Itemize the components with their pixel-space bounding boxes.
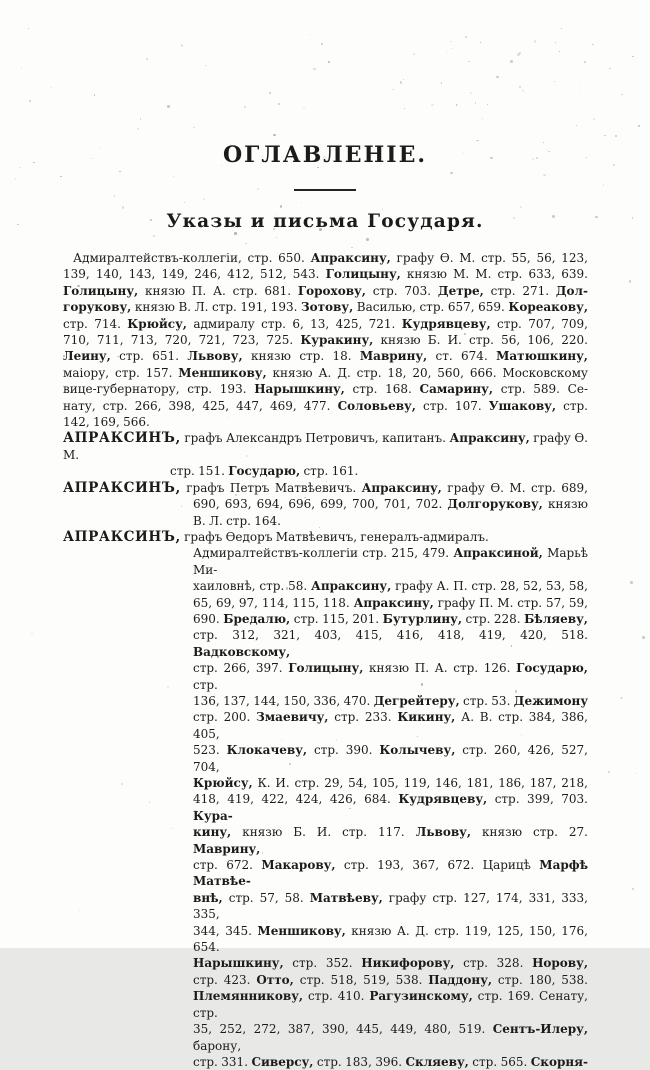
bold-name-segment: Племянникову, xyxy=(193,989,304,1004)
bold-name-segment: Детре, xyxy=(437,283,484,298)
text-segment: 523. xyxy=(193,743,227,758)
text-segment: В. Л. стр. 164. xyxy=(193,513,281,528)
bold-name-segment: Львову, xyxy=(415,825,472,840)
noise-speck xyxy=(173,176,175,177)
text-line xyxy=(193,1054,588,1070)
text-segment: стр. 589. Се- xyxy=(493,382,588,397)
bold-name-segment: Апраксину, xyxy=(353,595,434,610)
text-segment: Адмиралтействъ-коллегіи, стр. 650. xyxy=(73,251,311,265)
bold-name-segment: Апраксину, xyxy=(361,480,442,495)
text-line xyxy=(193,709,588,742)
text-line xyxy=(193,988,588,1021)
noise-speck xyxy=(520,206,522,208)
text-segment: 35, 252, 272, 387, 390, 445, 449, 480, 519. xyxy=(193,1022,493,1037)
bold-name-segment: Марфѣ Матвѣе- xyxy=(193,858,589,889)
text-line xyxy=(193,1021,588,1054)
noise-speck xyxy=(280,205,283,208)
bold-name-segment: Бутурлину, xyxy=(382,611,463,626)
text-segment: графъ Петръ Матвѣевичъ. xyxy=(180,480,362,495)
noise-speck xyxy=(60,176,62,178)
text-segment: стр. 399, 703. xyxy=(487,792,588,807)
bold-name-segment: Апраксиной, xyxy=(453,546,543,561)
text-segment: графу А. П. стр. 28, 52, 53, 58, xyxy=(391,579,588,594)
bold-name-segment: Долгорукову, xyxy=(447,497,543,512)
noise-speck xyxy=(301,202,302,203)
text-segment: хаиловнѣ, стр. 58. xyxy=(193,579,312,594)
bold-name-segment: Маврину, xyxy=(359,349,428,364)
entry-apraksin-petr xyxy=(63,480,588,529)
text-segment: стр. 180, 538. xyxy=(492,972,588,987)
bold-name-segment: Меншикову, xyxy=(257,923,346,938)
noise-speck xyxy=(122,206,124,209)
noise-speck xyxy=(632,888,635,890)
text-segment: князю А. Д. стр. 18, 20, 560, 666. Московскому xyxy=(266,365,588,380)
bold-name-segment: Макарову, xyxy=(261,858,336,873)
text-segment: стр. 107. xyxy=(415,398,489,413)
text-segment: графу Ѳ. М. xyxy=(63,431,588,462)
bold-name-segment: Куракину, xyxy=(300,333,374,348)
noise-speck xyxy=(257,188,259,191)
bold-name-segment: Кикину, xyxy=(397,710,456,725)
text-line xyxy=(63,381,588,397)
text-segment: графъ Александръ Петровичъ, капитанъ. xyxy=(180,431,450,446)
text-segment: стр. 714. xyxy=(63,316,128,331)
text-line xyxy=(193,824,588,857)
entry-apraksin-fedor-header xyxy=(63,529,588,545)
text-line xyxy=(193,742,588,775)
entry-headword: АПРАКСИНЪ, xyxy=(63,528,181,545)
text-line xyxy=(193,693,588,709)
page-title: ОГЛАВЛЕНІЕ. xyxy=(222,142,428,168)
text-line xyxy=(193,595,588,611)
bold-name-segment: Матюшкину, xyxy=(496,349,588,364)
text-line xyxy=(63,348,588,364)
text-line xyxy=(63,299,588,315)
bold-name-segment: Самарину, xyxy=(419,382,493,397)
text-segment: нату, стр. 266, 398, 425, 447, 469, 477. xyxy=(63,398,338,413)
text-segment: ст. 674. xyxy=(427,349,497,364)
noise-speck xyxy=(119,171,121,173)
entry-headword: АПРАКСИНЪ, xyxy=(63,430,181,447)
bold-name-segment: горукову, xyxy=(63,300,132,315)
noise-speck xyxy=(276,237,277,238)
text-segment: стр. 328. xyxy=(454,956,533,971)
noise-speck xyxy=(31,633,33,635)
text-segment: вице-губернатору, стр. 193. xyxy=(63,382,255,397)
bold-name-segment: Кудрявцеву, xyxy=(398,792,488,807)
text-segment: стр. 161. xyxy=(300,464,359,479)
text-line xyxy=(63,529,588,545)
text-line xyxy=(63,414,588,430)
text-segment: графу Ѳ. М. стр. 689, xyxy=(441,480,588,495)
text-segment: князю П. А. стр. 126. xyxy=(363,661,517,676)
bold-name-segment: Соловьеву, xyxy=(337,398,416,413)
noise-speck xyxy=(603,184,605,186)
text-segment: князю Б. И. стр. 56, 106, 220. xyxy=(373,333,588,348)
text-segment: адмиралу стр. 6, 13, 425, 721. xyxy=(186,316,402,331)
entry-apraksin-alexandr xyxy=(63,430,588,479)
text-segment: князю М. М. стр. 633, 639. xyxy=(400,267,588,282)
bold-name-segment: Нарышкину, xyxy=(254,382,345,397)
text-segment: стр. 271. xyxy=(483,283,556,298)
text-segment: стр. 200. xyxy=(193,710,257,725)
text-line xyxy=(193,513,588,529)
noise-speck xyxy=(245,243,246,244)
text-segment: князю П. А. стр. 681. xyxy=(138,283,298,298)
text-segment: 136, 137, 144, 150, 336, 470. xyxy=(193,693,374,708)
text-segment: А. В. стр. 384, 386, 405, xyxy=(193,710,588,741)
text-line xyxy=(193,972,588,988)
text-segment: стр. xyxy=(193,677,218,692)
text-line xyxy=(193,890,588,923)
text-segment: стр. 169. Сенату, стр. xyxy=(193,989,588,1020)
bold-name-segment: кину, xyxy=(193,825,232,840)
text-segment: 690. xyxy=(193,611,224,626)
text-segment: К. И. стр. 29, 54, 105, 119, 146, 181, 186, 187, 218, xyxy=(252,776,588,790)
text-segment: Марьѣ Ми- xyxy=(193,546,588,577)
text-segment: стр. 707, 709, xyxy=(490,316,588,331)
bold-name-segment: Дежимону xyxy=(513,693,589,708)
text-segment: стр. 233. xyxy=(328,710,398,725)
noise-speck xyxy=(351,247,353,249)
text-segment: стр. 228. xyxy=(462,611,525,626)
bold-name-segment: Крюйсу, xyxy=(127,316,187,331)
text-segment: Адмиралтействъ-коллегіи стр. 215, 479. xyxy=(193,546,454,561)
text-segment: стр. 266, 397. xyxy=(193,661,289,676)
title-divider xyxy=(294,189,356,191)
bold-name-segment: Голицыну, xyxy=(288,661,364,676)
text-line xyxy=(193,611,588,627)
noise-speck xyxy=(620,697,623,699)
text-segment: графу П. М. стр. 57, 59, xyxy=(433,595,589,610)
noise-speck xyxy=(153,235,156,237)
text-segment: князю В. Л. стр. 191, 193. xyxy=(131,300,301,315)
bold-name-segment: Кудрявцеву, xyxy=(401,316,491,331)
bold-name-segment: Меншикову, xyxy=(178,365,267,380)
text-line xyxy=(193,578,588,594)
text-segment: стр. 565. xyxy=(468,1054,531,1069)
text-line xyxy=(193,791,588,824)
text-segment: 710, 711, 713, 720, 721, 723, 725. xyxy=(63,333,301,348)
text-line xyxy=(63,266,588,282)
text-segment: стр. 151. xyxy=(170,464,229,479)
bold-name-segment: Отто, xyxy=(256,972,294,987)
text-segment: князю А. Д. стр. 119, 125, 150, 176, 654. xyxy=(193,923,588,955)
text-line xyxy=(63,332,588,348)
noise-speck xyxy=(114,195,116,197)
text-line xyxy=(193,955,588,971)
bold-name-segment: Дол- xyxy=(555,283,588,298)
text-segment: стр. 423. xyxy=(193,972,257,987)
noise-speck xyxy=(203,198,205,200)
text-segment: князю стр. 27. xyxy=(471,825,588,840)
text-segment: стр. 193, 367, 672. Царицѣ xyxy=(335,858,540,873)
text-segment: 139, 140, 143, 149, 246, 412, 512, 543. xyxy=(63,267,326,282)
text-line xyxy=(63,283,588,299)
text-line xyxy=(193,496,588,512)
text-segment: графу Ѳ. М. стр. 55, 56, 123, xyxy=(390,251,588,265)
bold-name-segment: Бѣляеву, xyxy=(524,611,588,626)
text-line xyxy=(193,857,588,890)
text-segment: стр. 331. xyxy=(193,1054,252,1069)
text-segment: барону, xyxy=(193,1038,242,1053)
noise-speck xyxy=(15,178,16,180)
bold-name-segment: Голицыну, xyxy=(63,283,139,298)
bold-name-segment: Государю, xyxy=(516,661,588,676)
text-segment: 65, 69, 97, 114, 115, 118. xyxy=(193,595,354,610)
bold-name-segment: Апраксину, xyxy=(310,251,391,265)
text-segment: стр. 260, 426, 527, 704, xyxy=(193,743,588,774)
bold-name-segment: Нарышкину, xyxy=(193,956,284,971)
noise-speck xyxy=(630,581,633,584)
noise-speck xyxy=(635,773,636,774)
noise-speck xyxy=(629,280,632,283)
noise-speck xyxy=(184,202,185,204)
text-segment: стр. 57, 58. xyxy=(222,890,310,905)
text-segment: стр. 53. xyxy=(459,693,514,708)
bold-name-segment: Скляеву, xyxy=(405,1054,469,1069)
bold-name-segment: Маврину, xyxy=(193,841,261,856)
bold-name-segment: Апраксину, xyxy=(311,579,392,594)
text-segment: стр. 183, 396. xyxy=(313,1054,406,1069)
text-segment: 690, 693, 694, 696, 699, 700, 701, 702. xyxy=(193,497,448,512)
text-segment: стр. 168. xyxy=(344,382,420,397)
text-line xyxy=(63,398,588,414)
noise-speck xyxy=(543,174,546,176)
bold-name-segment: Кура- xyxy=(193,808,233,823)
text-segment: стр. 312, 321, 403, 415, 416, 418, 419, 420, 518. xyxy=(193,628,588,643)
index-body xyxy=(63,250,588,1070)
bold-name-segment: Рагузинскому, xyxy=(369,989,473,1004)
bold-name-segment: Бредалю, xyxy=(223,611,291,626)
noise-speck xyxy=(366,238,369,241)
text-line xyxy=(193,627,588,660)
bold-name-segment: Дегрейтеру, xyxy=(373,693,460,708)
bold-name-segment: Горохову, xyxy=(297,283,366,298)
noise-speck xyxy=(642,636,645,639)
text-segment: 344, 345. xyxy=(193,923,258,938)
noise-speck xyxy=(608,771,610,773)
bold-name-segment: Апраксину, xyxy=(449,431,530,446)
text-segment: 418, 419, 422, 424, 426, 684. xyxy=(193,792,399,807)
text-segment: стр. 651. xyxy=(110,349,188,364)
bold-name-segment: Матвѣеву, xyxy=(309,890,383,905)
bold-name-segment: Змаевичу, xyxy=(256,710,329,725)
text-segment: князю стр. 18. xyxy=(242,349,360,364)
text-segment: 142, 169, 566. xyxy=(63,415,150,430)
text-segment: графу стр. 127, 174, 331, 333, 335, xyxy=(193,890,588,922)
text-segment: Василью, стр. 657, 659. xyxy=(353,300,509,315)
entry-headword: АПРАКСИНЪ, xyxy=(63,479,181,496)
bold-name-segment: внѣ, xyxy=(193,890,223,905)
text-line xyxy=(193,923,588,956)
text-segment: стр. 390. xyxy=(307,743,380,758)
bold-name-segment: Скорня- xyxy=(530,1054,588,1069)
text-line xyxy=(63,250,588,266)
text-segment: князю xyxy=(542,497,589,512)
text-segment: стр. 703. xyxy=(365,283,438,298)
text-line xyxy=(193,775,588,791)
noise-speck xyxy=(450,172,453,174)
bold-name-segment: Паддону, xyxy=(428,972,493,987)
section-title: Указы и письма Государя. xyxy=(166,211,484,232)
bold-name-segment: Ушакову, xyxy=(488,398,557,413)
addressees-paragraph xyxy=(63,250,588,430)
text-line xyxy=(63,480,588,496)
text-segment: стр. 352. xyxy=(283,956,362,971)
bold-name-segment: Норову, xyxy=(532,956,588,971)
text-segment: стр. 410. xyxy=(303,989,370,1004)
text-segment: стр. xyxy=(556,398,588,413)
text-line xyxy=(63,365,588,381)
bold-name-segment: Никифорову, xyxy=(361,956,455,971)
text-segment: стр. 115, 201. xyxy=(290,611,383,626)
bold-name-segment: Зотову, xyxy=(300,300,354,315)
bold-name-segment: Государю, xyxy=(228,464,301,479)
bold-name-segment: Голицыну, xyxy=(325,267,401,282)
text-segment: маіору, стр. 157. xyxy=(63,365,179,380)
entry-apraksin-fedor-subparagraph xyxy=(63,545,588,1070)
bold-name-segment: Кореакову, xyxy=(508,300,588,315)
bold-name-segment: Вадковскому, xyxy=(193,644,291,659)
text-line xyxy=(193,545,588,578)
text-segment: стр. 672. xyxy=(193,858,262,873)
noise-speck xyxy=(451,172,452,173)
text-segment: стр. 518, 519, 538. xyxy=(293,972,429,987)
text-line xyxy=(63,430,588,463)
bold-name-segment: Сентъ-Илеру, xyxy=(492,1022,588,1037)
text-line xyxy=(170,463,588,479)
bold-name-segment: Леину, xyxy=(63,349,111,364)
bold-name-segment: Львову, xyxy=(187,349,243,364)
bold-name-segment: Сиверсу, xyxy=(251,1054,314,1069)
bold-name-segment: Крюйсу, xyxy=(193,776,253,790)
text-line xyxy=(63,316,588,332)
bold-name-segment: Клокачеву, xyxy=(226,743,308,758)
text-segment: князю Б. И. стр. 117. xyxy=(231,825,416,840)
text-line xyxy=(193,660,588,693)
text-segment: графъ Ѳедоръ Матвѣевичъ, генералъ-адмиралъ. xyxy=(180,529,489,544)
bold-name-segment: Колычеву, xyxy=(379,743,456,758)
